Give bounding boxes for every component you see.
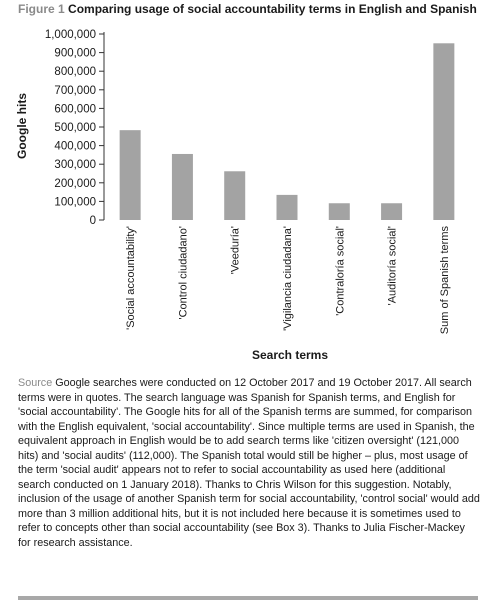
y-tick-label: 900,000 [54,47,96,60]
x-category-label: 'Control ciudadano' [177,226,190,320]
x-category-label: Sum of Spanish terms [438,226,451,335]
y-axis [45,29,104,227]
y-tick-label: 800,000 [54,66,96,79]
y-tick-label: 0 [89,215,96,227]
bar [120,130,141,220]
source-note [18,376,480,550]
x-category-label: 'Social accountability' [125,226,138,330]
bar [433,43,454,220]
y-tick-label: 200,000 [54,177,96,190]
bar [224,171,245,220]
x-category-label: 'Contraloría social' [334,226,347,316]
bars [120,43,455,220]
bar [172,154,193,220]
y-tick-label: 300,000 [54,159,96,172]
y-tick-label: 700,000 [54,84,96,97]
y-tick-label: 500,000 [54,122,96,134]
source-text: Google searches were conducted on 12 October 2017 and 19 October 2017. All search terms were in quotes. The search language was Spanish for Spanish terms, and English for 'social accountability'. The Google hits for all of the Spanish terms are summed, for comparison with the English equivalent, 'social accountability'. Since multiple terms are used in Spanish, the equivalent approach in English would be to add search terms like 'citizen oversight' (121,000 hits) and 'social audits' (112,000). The Spanish total would still be higher – plus, most usage of the term 'social audit' appears not to refer to social accountability as used here (additional search conducted on 1 January 2018). Thanks to Chris Wilson for this suggestion. Notably, inclusion of the usage of another Spanish term for social accountability, 'control social' would add more than 3 million additional hits, but it is not included here because it is sometimes used to refer to concepts other than social accountability (see Box 3). Thanks to Julia Fischer-Mackey for research assistance. [18,377,480,549]
y-tick-label: 400,000 [54,140,96,153]
y-tick-label: 600,000 [54,103,96,116]
source-label: Source [18,377,53,389]
y-axis-title: Google hits [15,93,29,159]
bottom-rule [18,596,478,600]
figure-title: Comparing usage of social accountability terms in English and Spanish [68,2,477,16]
x-category-label: 'Vigilancia ciudadana' [282,226,294,331]
y-tick-label: 1,000,000 [44,29,96,41]
bar [381,203,402,220]
x-axis-title: Search terms [251,348,329,362]
x-axis-labels [125,226,451,335]
y-tick-label: 100,000 [54,196,96,209]
x-category-label: 'Veeduría' [229,226,242,275]
bar [277,195,298,220]
figure-label: Figure 1 [18,2,65,16]
bar [329,203,350,220]
x-category-label: 'Auditoría social' [386,226,399,306]
